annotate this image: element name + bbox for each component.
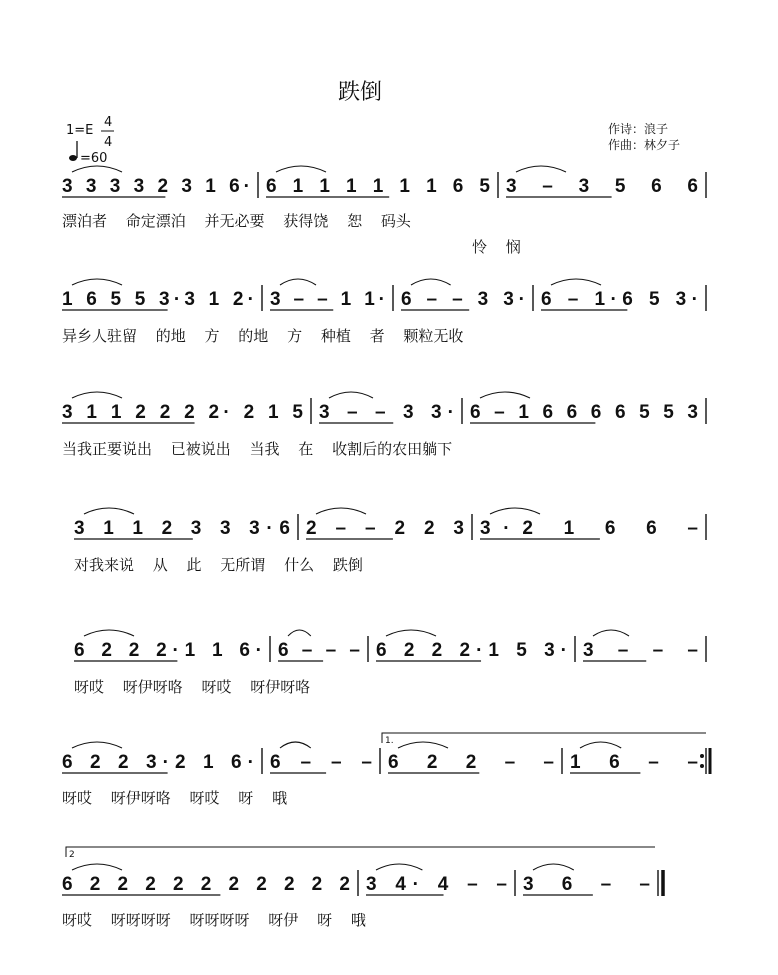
note-measure: 3 1 1 2 2 2 2· 2 1 5 xyxy=(62,402,303,423)
key-signature xyxy=(66,115,114,150)
note-measure: 3 – 3 5 6 6 xyxy=(506,176,698,197)
volta-bracket xyxy=(66,847,655,857)
repeat-dot xyxy=(700,754,704,758)
volta-number: 2 xyxy=(69,850,75,860)
slur xyxy=(386,630,436,636)
note-measure: 6 – 1·6 5 3· xyxy=(541,289,698,310)
note-measure: 3·2 1 6 6 – xyxy=(480,518,698,539)
note-measure: 3 – – 3 3· xyxy=(319,402,454,423)
slur xyxy=(316,508,366,514)
music-line xyxy=(74,508,706,574)
note-measure: 6 – 1 6 6 6 6 5 5 3 xyxy=(470,402,698,423)
tempo-marking xyxy=(69,141,107,166)
lyrics-line: 呀哎 呀呀呀呀 呀呀呀呀 呀伊 呀 哦 xyxy=(62,911,366,929)
note-measure: 6 1 1 1 1 1 1 6 5 xyxy=(266,176,490,197)
slur xyxy=(280,279,316,285)
lyrics-line: 呀哎 呀伊呀咯 呀哎 呀 哦 xyxy=(62,789,288,807)
slur xyxy=(276,166,326,172)
note-measure: 3 3 3 3 2 3 1 6· xyxy=(62,176,250,197)
slur xyxy=(280,742,311,748)
song-title: 跌倒 xyxy=(337,80,383,105)
music-line xyxy=(62,392,706,458)
tempo-value: =60 xyxy=(80,151,108,166)
slur xyxy=(72,742,122,748)
slur xyxy=(72,279,122,285)
note-measure: 3 6 – – xyxy=(523,874,650,895)
lyricist-credit: 作诗：浪子 xyxy=(608,122,669,136)
note-measure: 1 6 – – xyxy=(570,752,698,773)
slur xyxy=(516,166,566,172)
key-label: 1=E xyxy=(66,123,94,138)
slur xyxy=(398,742,448,748)
repeat-dot xyxy=(700,764,704,768)
music-line xyxy=(62,279,706,345)
lyrics-line: 异乡人驻留 的地 方 的地 方 种植 者 颗粒无收 xyxy=(62,327,464,345)
slur xyxy=(593,630,629,636)
slur xyxy=(551,279,601,285)
slur xyxy=(376,864,422,870)
note-measure: 6 – – – xyxy=(270,752,372,773)
slur xyxy=(411,279,451,285)
lyrics-line: 对我来说 从 此 无所谓 什么 跌倒 xyxy=(74,556,363,574)
music-line xyxy=(62,733,710,807)
note-measure: 3 4· 4 – – xyxy=(366,874,507,895)
note-measure: 6 – – 3 3· xyxy=(401,289,525,310)
slur xyxy=(480,392,530,398)
music-line xyxy=(62,166,706,256)
lyrics-line-second: 怜 悯 xyxy=(472,238,521,256)
note-measure: 6 2 2 – – xyxy=(388,752,554,773)
slur xyxy=(533,864,574,870)
slur xyxy=(329,392,373,398)
note-measure: 3 – – 1 1· xyxy=(270,289,385,310)
time-signature-bottom: 4 xyxy=(104,135,113,150)
time-signature-top: 4 xyxy=(104,115,113,130)
music-line xyxy=(74,630,706,696)
note-measure: 3 1 1 2 3 3 3·6 xyxy=(74,518,290,539)
lyrics-line: 当我正要说出 已被说出 当我 在 收割后的农田躺下 xyxy=(62,440,453,458)
slur xyxy=(84,508,134,514)
note-measure: 6 – – – xyxy=(278,640,360,661)
note-measure: 3 – – – xyxy=(583,640,698,661)
note-measure: 6 2 2 2 2 2 2 2 2 2 2 xyxy=(62,874,350,895)
quarter-note-icon xyxy=(69,155,77,161)
note-measure: 2 – – 2 2 3 xyxy=(306,518,464,539)
slur xyxy=(580,742,621,748)
slur xyxy=(490,508,540,514)
slur xyxy=(72,166,122,172)
slur xyxy=(84,630,134,636)
lyrics-line: 漂泊者 命定漂泊 并无必要 获得饶 恕 码头 xyxy=(62,212,411,230)
slur xyxy=(72,392,122,398)
note-measure: 6 2 2 2·1 5 3· xyxy=(376,640,567,661)
volta-bracket xyxy=(382,733,706,743)
note-measure: 6 2 2 2·1 1 6· xyxy=(74,640,262,661)
slur xyxy=(72,864,122,870)
composer-credit: 作曲：林夕子 xyxy=(608,138,681,152)
music-line xyxy=(62,847,663,929)
note-measure: 6 2 2 3·2 1 6· xyxy=(62,752,254,773)
volta-number: 1. xyxy=(385,736,394,746)
note-measure: 1 6 5 5 3·3 1 2· xyxy=(62,289,254,310)
score xyxy=(62,166,710,929)
slur xyxy=(288,630,311,636)
lyrics-line: 呀哎 呀伊呀咯 呀哎 呀伊呀咯 xyxy=(74,678,311,696)
